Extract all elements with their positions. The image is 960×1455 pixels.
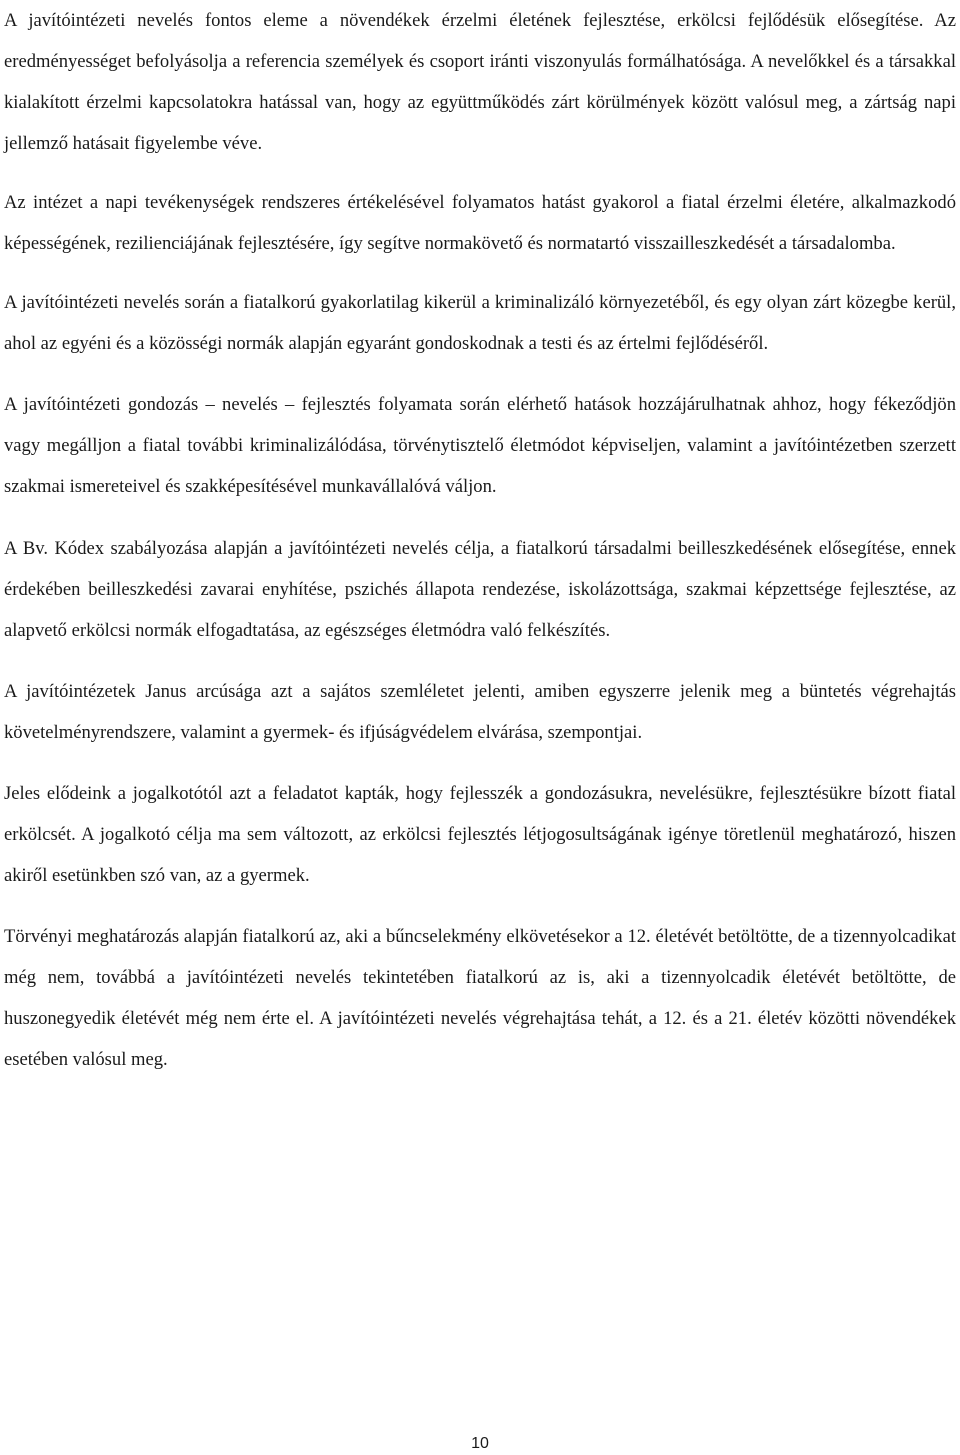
- paragraph: A Bv. Kódex szabályozása alapján a javítóintézeti nevelés célja, a fiatalkorú társadalmi beilleszkedésének elősegítése, ennek érdekében beilleszkedési zavarai enyhítése, pszichés állapota rendezése, iskolázottsága, szakmai képzettsége fejlesztése, az alapvető erkölcsi normák elfogadtatása, az egészséges életmódra való felkészítés.: [4, 538, 956, 641]
- paragraph: A javítóintézeti gondozás – nevelés – fejlesztés folyamata során elérhető hatások hozzájárulhatnak ahhoz, hogy fékeződjön vagy megálljon a fiatal további kriminalizálódása, törvénytisztelő életmódot képviseljen, valamint a javítóintézetben szerzett szakmai ismereteivel és szakképesítésével munkavállalóvá váljon.: [4, 394, 956, 497]
- body-text: [4, 0, 956, 1100]
- page-number: 10: [471, 1435, 489, 1452]
- paragraph: Jeles elődeink a jogalkotótól azt a feladatot kapták, hogy fejlesszék a gondozásukra, nevelésükre, fejlesztésükre bízott fiatal erkölcsét. A jogalkotó célja ma sem változott, az erkölcsi fejlesztés létjogosultságának igénye töretlenül meghatározó, hiszen akiről esetünkben szó van, az a gyermek.: [4, 783, 956, 886]
- paragraph: A javítóintézeti nevelés fontos eleme a növendékek érzelmi életének fejlesztése, erkölcsi fejlődésük elősegítése. Az eredményességet befolyásolja a referencia személyek és csoport iránti viszonyulás formálhatósága. A nevelőkkel és a társakkal kialakított érzelmi kapcsolatokra hatással van, hogy az együttműködés zárt körülmények között valósul meg, a zártság napi jellemző hatásait figyelembe véve.: [4, 10, 956, 154]
- paragraph: Törvényi meghatározás alapján fiatalkorú az, aki a bűncselekmény elkövetésekor a 12. életévét betöltötte, de a tizennyolcadikat még nem, továbbá a javítóintézeti nevelés tekintetében fiatalkorú az is, aki a tizennyolcadik életévét betöltötte, de huszonegyedik életévét még nem érte el. A javítóintézeti nevelés végrehajtása tehát, a 12. és a 21. életév közötti növendékek esetében valósul meg.: [4, 926, 956, 1070]
- paragraph: A javítóintézeti nevelés során a fiatalkorú gyakorlatilag kikerül a kriminalizáló környezetéből, és egy olyan zárt közegbe kerül, ahol az egyéni és a közösségi normák alapján egyaránt gondoskodnak a testi és az értelmi fejlődéséről.: [4, 292, 956, 354]
- paragraph: Az intézet a napi tevékenységek rendszeres értékelésével folyamatos hatást gyakorol a fiatal érzelmi életére, alkalmazkodó képességének, rezilienciájának fejlesztésére, így segítve normakövető és normatartó visszailleszkedését a társadalomba.: [4, 192, 956, 254]
- paragraph: A javítóintézetek Janus arcúsága azt a sajátos szemléletet jelenti, amiben egyszerre jelenik meg a büntetés végrehajtás követelményrendszere, valamint a gyermek- és ifjúságvédelem elvárása, szempontjai.: [4, 681, 956, 743]
